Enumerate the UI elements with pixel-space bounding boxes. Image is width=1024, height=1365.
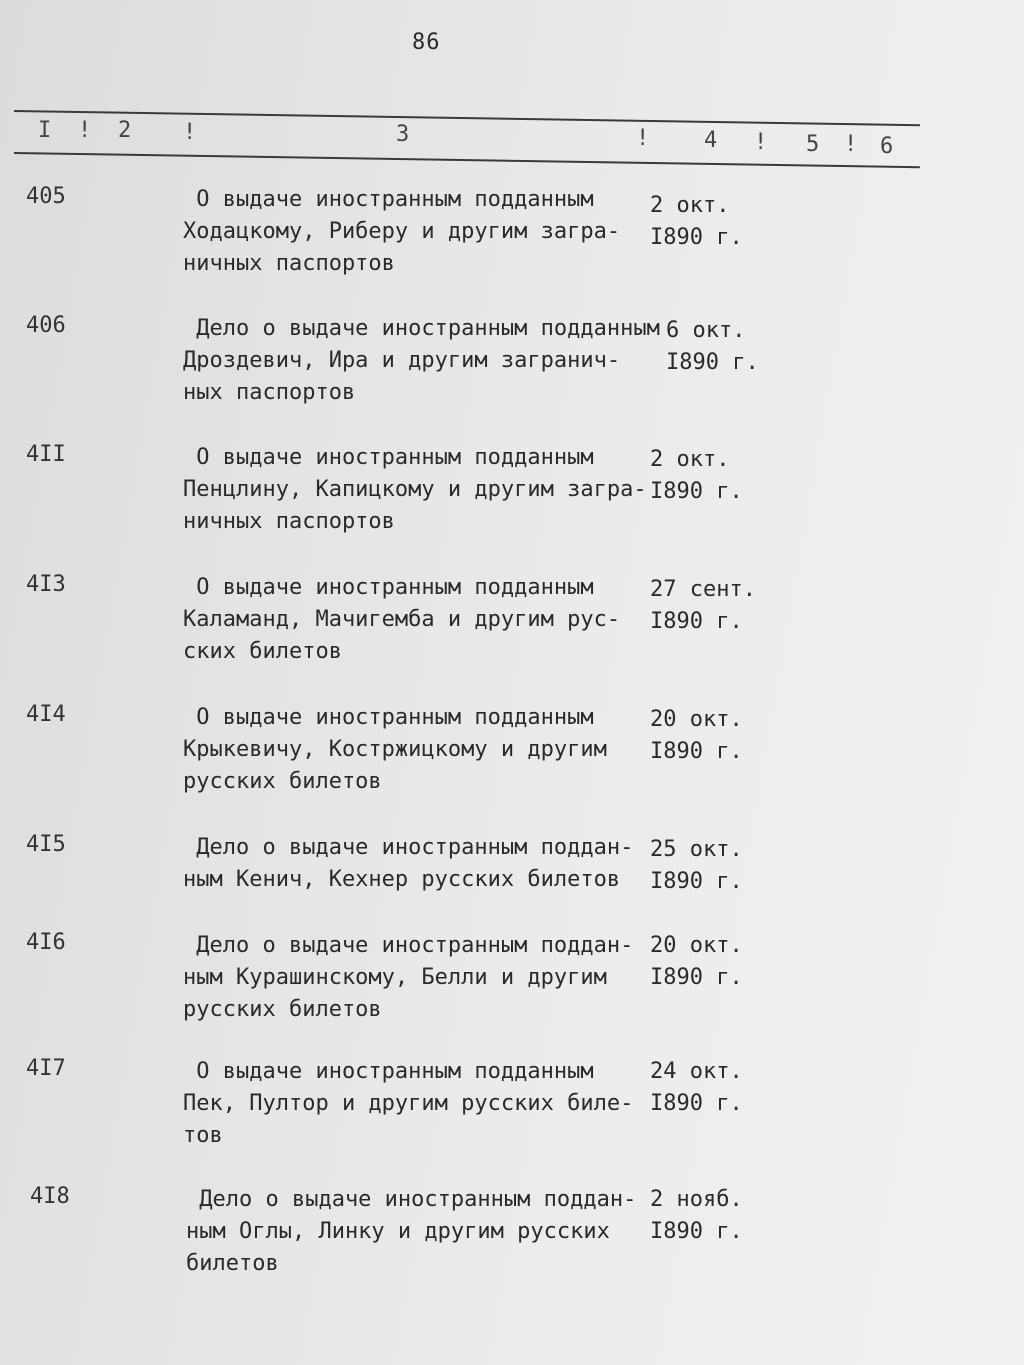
column-header-4: 4: [704, 128, 718, 153]
column-header-3: 3: [396, 122, 410, 147]
header-rule-bottom: [14, 152, 920, 168]
column-separator: !: [844, 132, 858, 157]
entry-number: 4I4: [26, 702, 66, 727]
column-separator: !: [183, 120, 197, 145]
entry-date: 2 нояб. I890 г.: [650, 1187, 743, 1244]
list-item: [0, 442, 1024, 562]
column-separator: !: [636, 126, 650, 151]
page-number: 86: [412, 30, 441, 55]
list-item: [0, 184, 1024, 304]
entry-date: 20 окт. I890 г.: [650, 707, 743, 764]
entry-description: Дело о выдаче иностранным поддан- ным Кенич, Кехнер русских билетов: [183, 835, 634, 892]
list-item: [0, 313, 1024, 433]
column-header-1: I: [38, 118, 52, 143]
entry-number: 4I5: [26, 832, 66, 857]
entry-number: 406: [26, 313, 66, 338]
column-header-6: 6: [880, 134, 894, 159]
entry-date: 27 сент. I890 г.: [650, 577, 756, 634]
column-separator: !: [754, 130, 768, 155]
list-item: [0, 702, 1024, 822]
entry-number: 4I3: [26, 572, 66, 597]
entry-number: 4I6: [26, 930, 66, 955]
entry-number: 405: [26, 184, 66, 209]
entry-description: О выдаче иностранным подданным Ходацкому, Риберу и другим загра- ничных паспортов: [183, 187, 621, 276]
entry-date: 24 окт. I890 г.: [650, 1059, 743, 1116]
list-item: [0, 572, 1024, 692]
header-rule-top: [14, 110, 920, 126]
entry-number: 4II: [26, 442, 66, 467]
entry-date: 2 окт. I890 г.: [650, 193, 743, 250]
entry-description: О выдаче иностранным подданным Каламанд, Мачигемба и другим рус- ских билетов: [183, 575, 621, 664]
entry-description: О выдаче иностранным подданным Пенцлину, Капицкому и другим загра- ничных паспортов: [183, 445, 647, 534]
column-header-5: 5: [806, 132, 820, 157]
entry-number: 4I8: [30, 1184, 70, 1209]
entry-date: 25 окт. I890 г.: [650, 837, 743, 894]
entry-number: 4I7: [26, 1056, 66, 1081]
entry-description: О выдаче иностранным подданным Крыкевичу, Костржицкому и другим русских билетов: [183, 705, 607, 794]
list-item: [0, 1056, 1024, 1176]
entry-description: Дело о выдаче иностранным поддан- ным Курашинскому, Белли и другим русских билетов: [183, 933, 634, 1022]
column-header-2: 2: [118, 118, 132, 143]
entry-description: О выдаче иностранным подданным Пек, Пултор и другим русских биле- тов: [183, 1059, 634, 1148]
entry-date: 20 окт. I890 г.: [650, 933, 743, 990]
column-separator: !: [78, 118, 92, 143]
entry-description: Дело о выдаче иностранным подданным Дроздевич, Ира и другим загранич- ных паспортов: [183, 316, 660, 405]
entry-description: Дело о выдаче иностранным поддан- ным Оглы, Линку и другим русских билетов: [186, 1187, 637, 1276]
list-item: [0, 1184, 1024, 1304]
entry-date: 6 окт. I890 г.: [666, 318, 759, 375]
list-item: [0, 930, 1024, 1050]
entry-date: 2 окт. I890 г.: [650, 447, 743, 504]
